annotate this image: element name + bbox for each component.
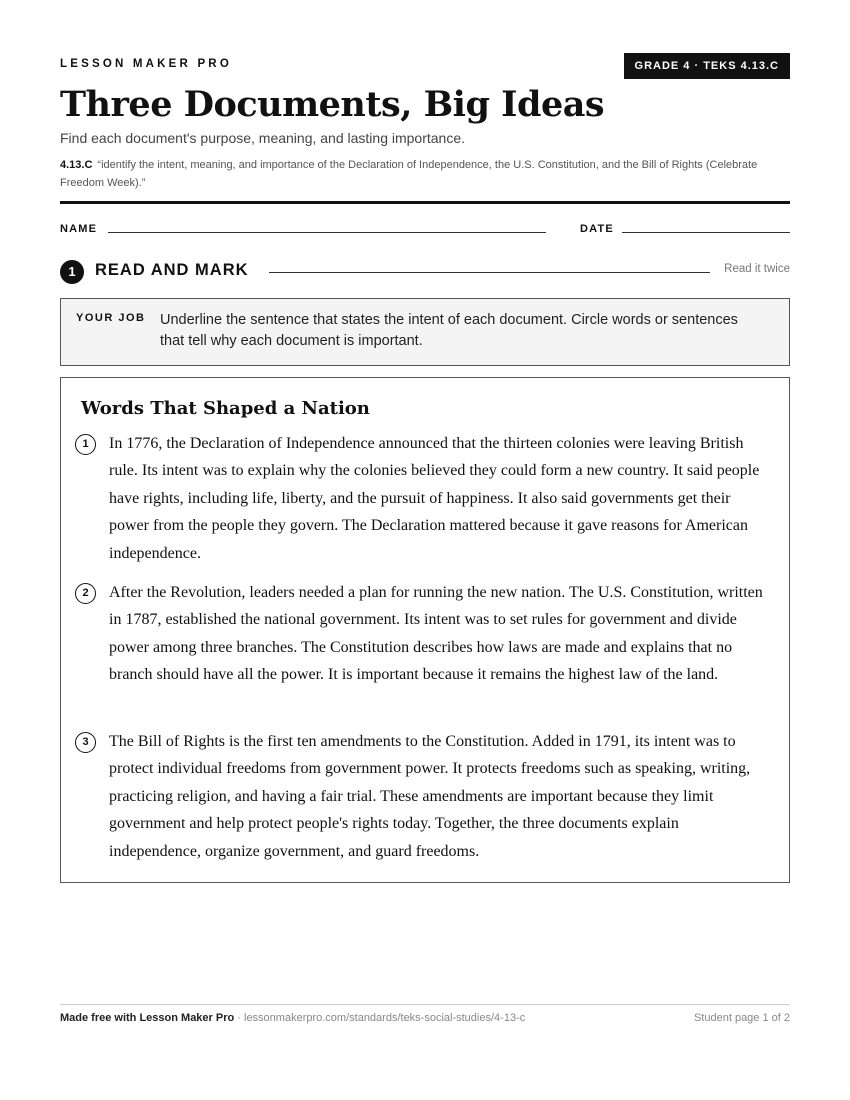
- standard-text: “identify the intent, meaning, and importance of the Declaration of Independence, the U.S. Constitution, and the Bill of Rights (Celebrate Freedom Week).”: [60, 159, 758, 189]
- section-note: Read it twice: [724, 263, 790, 275]
- footer-divider: [60, 1004, 790, 1005]
- paragraph-number: 3: [75, 732, 96, 753]
- brand-name: LESSON MAKER PRO: [60, 58, 232, 70]
- paragraph-text: In 1776, the Declaration of Independence announced that the thirteen colonies were leaving British rule. Its intent was to explain why the colonies believed they could form a new country. It said people have rights, including life, liberty, and the pursuit of happiness. It also said governments get their power from the people they govern. The Declaration mattered because it gave reasons for American independence.: [109, 435, 760, 562]
- footer-credit: [60, 1012, 525, 1024]
- page-indicator: Student page 1 of 2: [693, 1012, 790, 1024]
- footer-maker: Made free with Lesson Maker Pro: [60, 1012, 235, 1024]
- grade-badge: GRADE 4 · TEKS 4.13.C: [624, 53, 790, 79]
- instructions-label: YOUR JOB: [76, 312, 146, 324]
- header-divider: [60, 201, 790, 204]
- paragraph-text: The Bill of Rights is the first ten amendments to the Constitution. Added in 1791, its intent was to protect individual freedoms from government power. It protects freedoms such as speaking, writing, practicing religion, and having a fair trial. These amendments are important because they limit government and help protect people's rights today. Together, the three documents explain independence, organize government, and guard freedoms.: [109, 733, 751, 860]
- date-field[interactable]: [622, 232, 790, 233]
- page-title: Three Documents, Big Ideas: [60, 84, 605, 125]
- section-number-badge: 1: [60, 260, 84, 284]
- page-subtitle: Find each document's purpose, meaning, and lasting importance.: [60, 130, 466, 146]
- worksheet-page: [60, 0, 790, 1100]
- footer-url[interactable]: · lessonmakerpro.com/standards/teks-social-studies/4-13-c: [234, 1012, 526, 1024]
- date-label: DATE: [580, 223, 614, 235]
- name-label: NAME: [60, 223, 98, 235]
- paragraph-number: 2: [75, 583, 96, 604]
- section-title: READ AND MARK: [95, 261, 249, 279]
- section-divider: [269, 272, 710, 273]
- standard-statement: [60, 156, 790, 192]
- name-field[interactable]: [108, 232, 546, 233]
- standard-code: 4.13.C: [60, 159, 93, 171]
- passage-title: Words That Shaped a Nation: [81, 398, 370, 419]
- instructions-box: [60, 298, 790, 366]
- paragraph-text: After the Revolution, leaders needed a plan for running the new nation. The U.S. Constitution, written in 1787, established the national government. Its intent was to set rules for government and divide power among three branches. The Constitution describes how laws are made and explains that no branch should have all the power. It is important because it remains the highest law of the land.: [109, 584, 763, 684]
- instructions-text: Underline the sentence that states the intent of each document. Circle words or sentences that tell why each document is important.: [160, 312, 738, 349]
- reading-passage-box: [60, 377, 790, 883]
- paragraph-number: 1: [75, 434, 96, 455]
